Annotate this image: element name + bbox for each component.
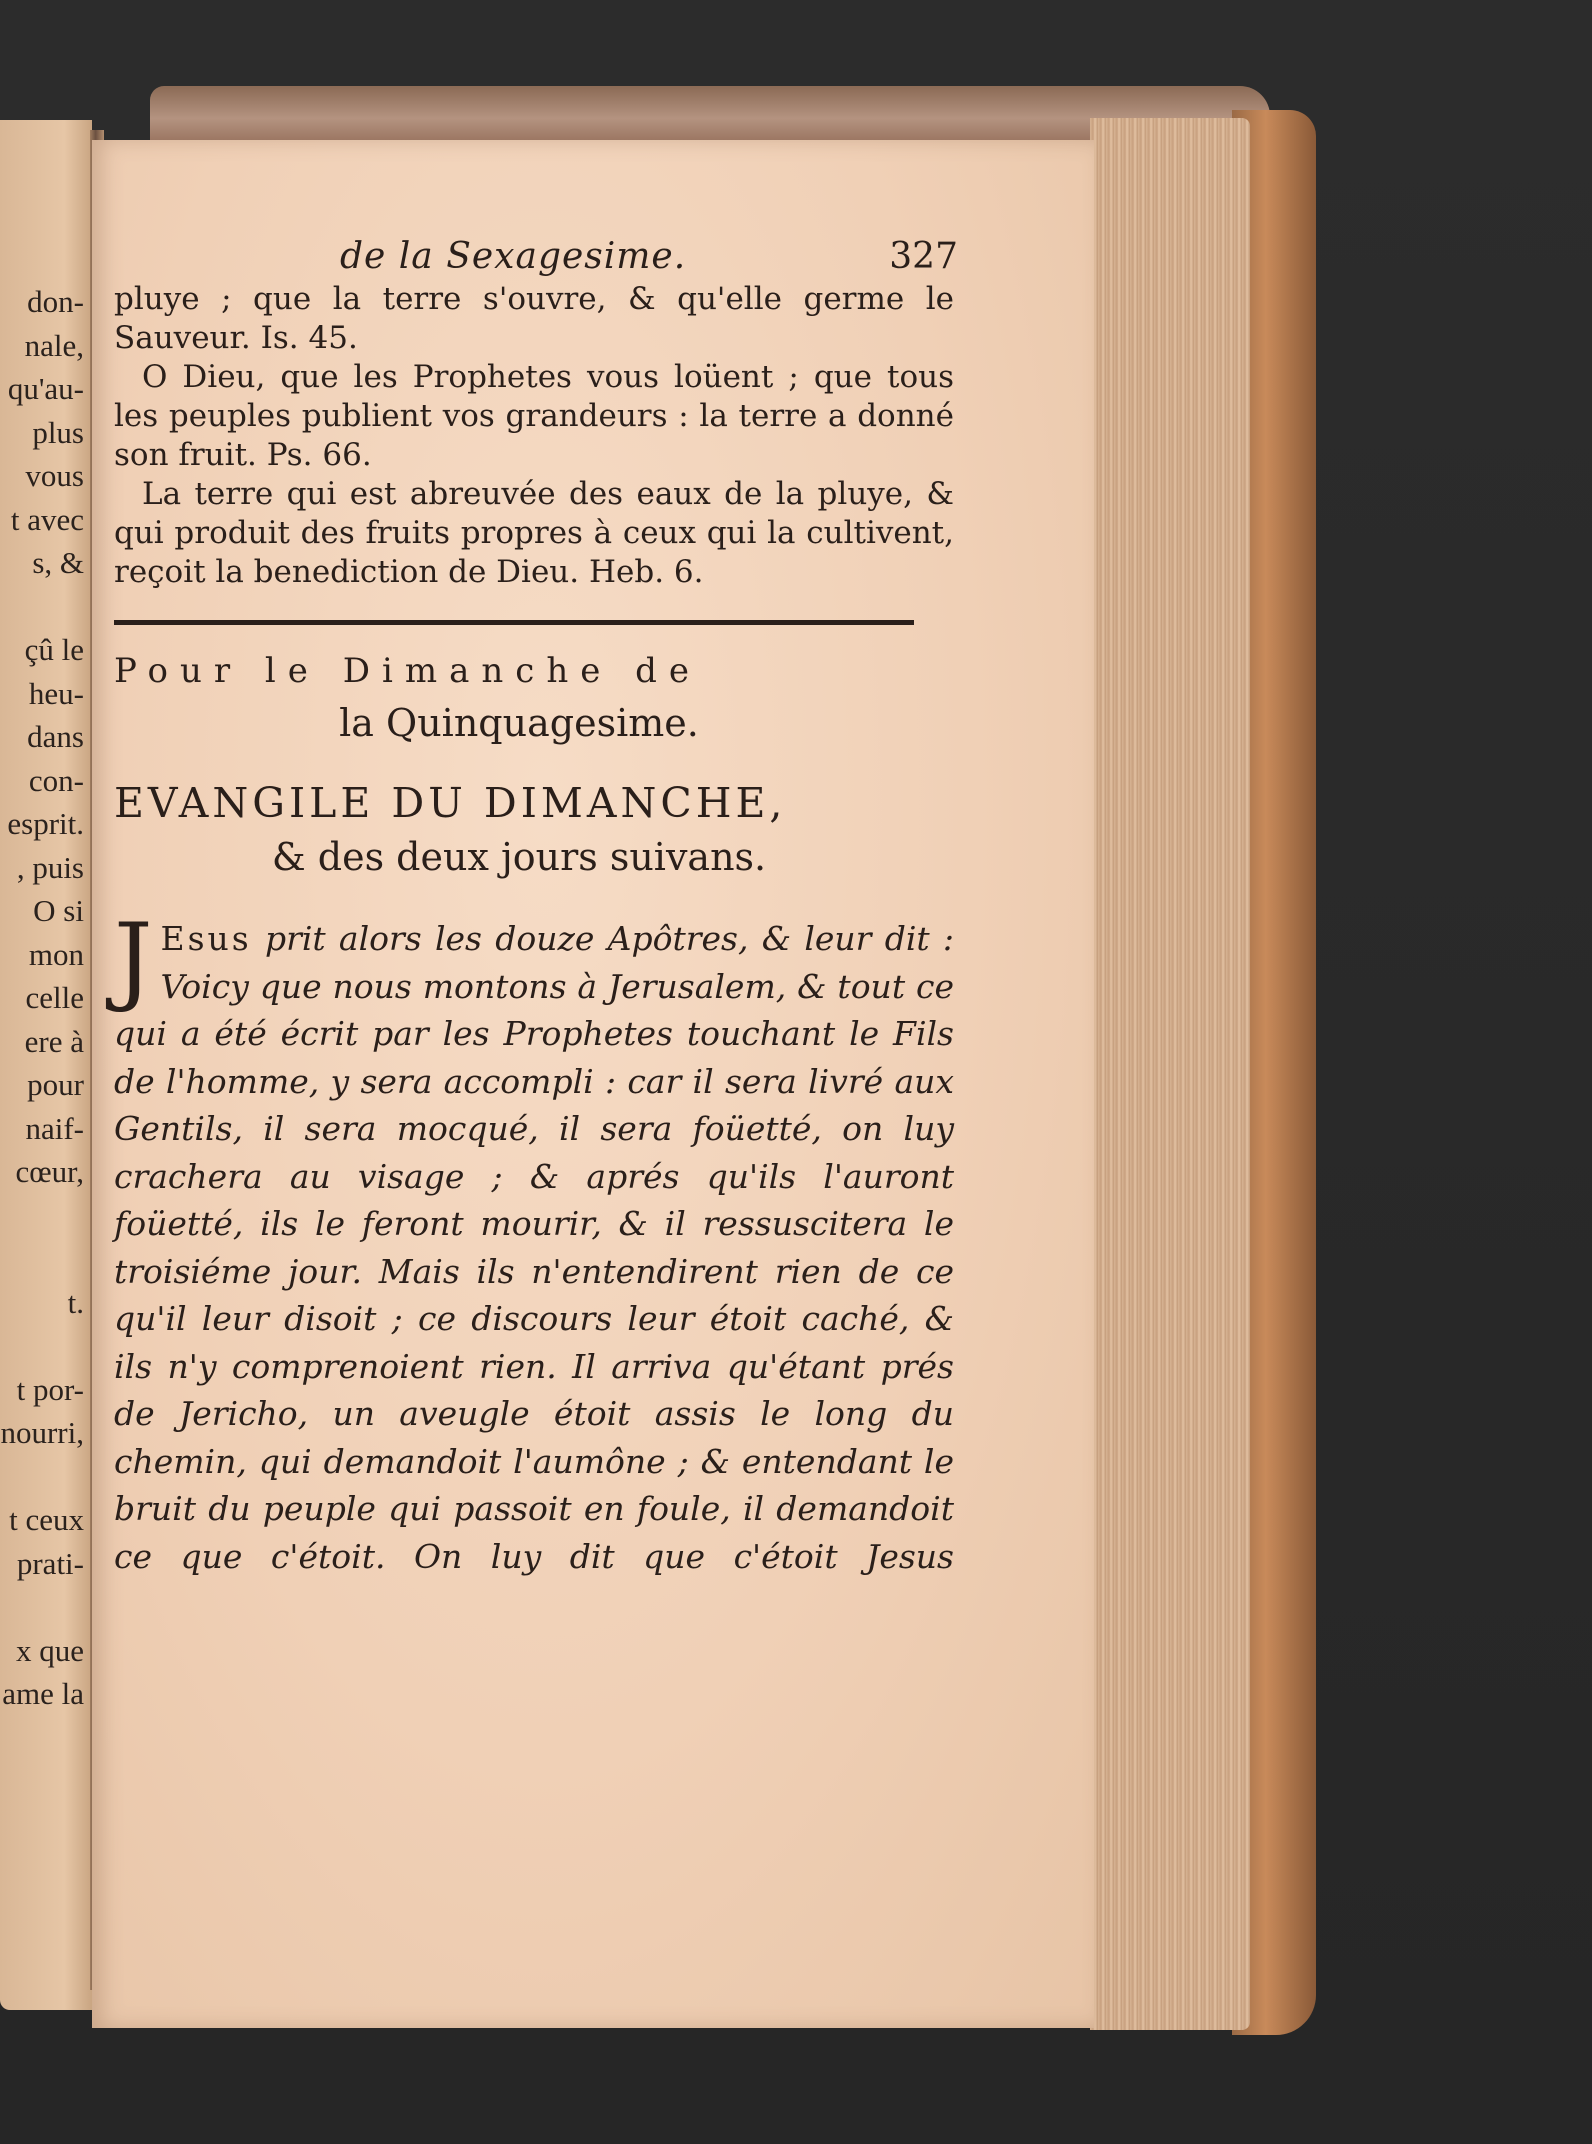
page-number: 327 [889,236,958,277]
left-page-fragment: con- [28,762,84,798]
running-head [114,236,958,280]
gospel-text [114,903,954,1580]
gospel-body: prit alors les douze Apôtres, & leur dit : Voicy que nous montons à Jerusalem, & tout ce qui a été écrit par les Prophetes touchant le Fils de l'homme, y sera accompli : car il sera livré aux Gentils, il sera mocqué, il sera foüetté, on luy crachera au visage ; & aprés qu'ils l'auront foüetté, ils le feront mourir, & il ressuscitera le troisiéme jour. Mais ils n'entendirent rien de ce qu'il leur disoit ; ce discours leur étoit caché, & ils n'y comprenoient rien. Il arriva qu'étant prés de Jericho, un aveugle étoit assis le long du chemin, qui demandoit l'aumône ; & entendant le bruit du peuple qui passoit en foule, il demandoit ce que c'étoit. On luy dit que c'étoit Jesus [114,919,954,1576]
left-page-fragment: çû le [24,632,84,667]
left-page-fragment: dans [27,719,84,754]
left-page-fragment: esprit. [7,806,84,841]
paragraph-text: La terre qui est abreuvée des eaux de la pluye, & qui produit des fruits propres à ceux qui la cultivent, reçoit la benediction de Dieu. Heb. 6. [114,476,954,590]
left-page-fragment: t avec [10,501,84,537]
left-page-fragment: nourri, [0,1415,84,1450]
left-page-fragment [0,1455,84,1499]
left-page-fragment: t por- [16,1371,84,1407]
left-page-fragment: x que [15,1632,84,1668]
left-page-fragment: t ceux [9,1502,84,1537]
left-page-fragment [0,1585,84,1629]
left-page-fragment: O si [33,893,84,928]
facing-left-page [0,120,92,2010]
paragraph-text: O Dieu, que les Prophetes vous loüent ; que tous les peuples publient vos grandeurs : la terre a donné son fruit. Ps. 66. [114,359,954,473]
left-page-fragment: ere à [24,1023,84,1059]
page-text-block [114,236,958,1580]
section-divider-rule [114,620,914,625]
left-page-fragment: nale, [24,327,84,363]
left-page-fragment: don- [27,284,84,319]
left-page-fragment: celle [25,980,84,1015]
paragraph: pluye ; que la terre s'ouvre, & qu'elle germe le Sauveur. Is. 45. [114,281,954,356]
drop-capital: J [114,903,153,1015]
left-page-fragment: , puis [16,849,84,885]
left-page-fragment: naif- [25,1110,84,1146]
left-page-fragment: mon [28,936,84,972]
page-block-edges [1090,118,1250,2030]
paragraph [114,475,954,592]
left-page-fragment: vous [25,458,84,493]
left-page-fragment [0,585,84,629]
right-page [92,140,1094,2028]
running-title: de la Sexagesime. [340,236,687,277]
left-page-fragment [0,1194,84,1238]
left-page-fragment [0,1237,84,1281]
left-page-fragment: heu- [28,675,84,711]
section-subheading: la Quinquagesime. [339,701,699,745]
left-page-text-fragments [0,280,84,1716]
section-heading: Pour le Dimanche de [114,651,702,691]
left-page-fragment: t. [67,1284,84,1320]
paragraph [114,358,954,475]
left-page-fragment: s, & [32,545,84,580]
gospel-first-word: Esus [160,919,252,958]
left-page-fragment: plus [32,414,84,450]
left-page-fragment: qu'au- [7,371,84,406]
left-page-fragment: prati- [16,1545,84,1581]
gospel-heading: EVANGILE DU DIMANCHE, [114,779,787,827]
left-page-fragment: cœur, [15,1154,84,1189]
gospel-subheading: & des deux jours suivans. [271,835,767,879]
left-page-fragment [0,1324,84,1368]
left-page-fragment: pour [27,1067,84,1102]
left-page-fragment: ame la [2,1676,84,1711]
